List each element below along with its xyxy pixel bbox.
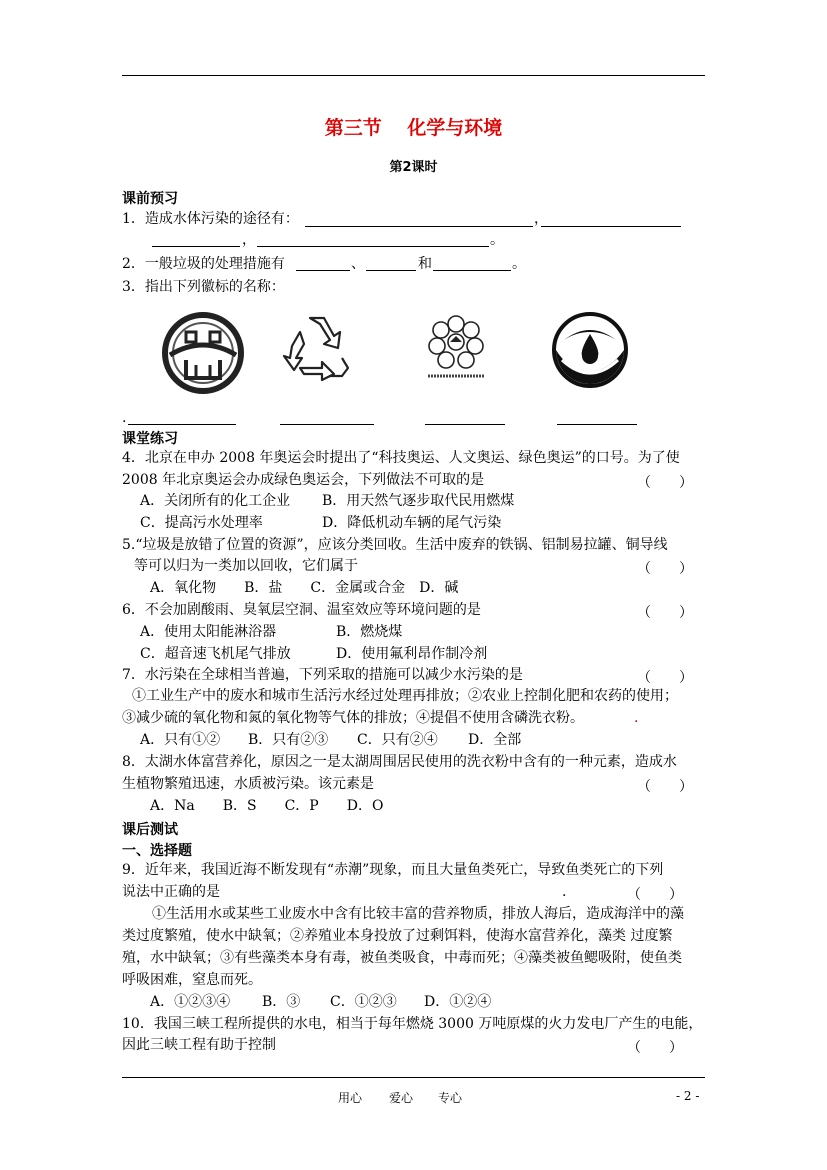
- logo-blank-2[interactable]: [280, 424, 374, 425]
- q9-option-a: A．①②③④: [150, 994, 231, 1010]
- q9-option-d: D．①②④: [424, 994, 492, 1010]
- q10-line-1: 10．我国三峡工程所提供的水电，相当于每年燃烧 3000 万吨原煤的火力发电厂产生的电能，: [122, 1016, 703, 1032]
- logo-blank-1[interactable]: [128, 424, 236, 425]
- q4-answer-paren[interactable]: （ ）: [637, 475, 693, 491]
- section-practice: 课堂练习: [122, 431, 178, 447]
- section-multiple-choice: 一、选择题: [122, 843, 192, 859]
- header-rule: [122, 75, 705, 76]
- recycling-icon: [282, 310, 352, 386]
- q9-line-2: 说法中正确的是: [122, 884, 220, 900]
- q7-answer-paren[interactable]: （ ）: [637, 670, 693, 686]
- q1-blank-2[interactable]: [541, 226, 681, 227]
- q9-line-4: 类过度繁殖，使水中缺氧；②养殖业本身投放了过剩饵料，使海水富营养化，藻类 过度繁: [122, 928, 673, 944]
- q7-option-d: D．全部: [468, 732, 522, 748]
- footer-rule: [122, 1077, 705, 1078]
- q5-options: A．氧化物 B．盐 C．金属或合金 D．碱: [150, 580, 459, 596]
- q8-line-2: 生植物繁殖迅速，水质被污染。该元素是: [122, 776, 374, 792]
- q2-blank-1[interactable]: [296, 270, 350, 271]
- q1-blank-4[interactable]: [257, 246, 489, 247]
- q2-sep-1: 、: [351, 256, 365, 272]
- q2-blank-2[interactable]: [366, 270, 416, 271]
- q10-line-2: 因此三峡工程有助于控制: [122, 1037, 276, 1053]
- q9-dot: .: [562, 884, 567, 900]
- q1-blank-1[interactable]: [305, 226, 533, 227]
- q7-line-3: ③减少硫的氧化物和氮的氧化物等气体的排放；④提倡不使用含磷洗衣粉。: [122, 710, 584, 726]
- q6-option-d: D．使用氟利昂作制冷剂: [336, 646, 488, 662]
- q9-option-c: C．①②③: [330, 994, 397, 1010]
- logo-dot: .: [122, 410, 127, 426]
- section-test: 课后测试: [122, 822, 178, 838]
- page-number: - 2 -: [676, 1089, 700, 1103]
- page-title: 第三节 化学与环境: [324, 117, 503, 139]
- q7-line-1: 7．水污染在全球相当普遍，下列采取的措施可以减少水污染的是: [122, 667, 523, 683]
- footer-motto-1: 用心: [338, 1091, 363, 1105]
- q5-answer-paren[interactable]: （ ）: [637, 561, 693, 577]
- footer-motto-3: 专心: [438, 1091, 463, 1105]
- china-environmental-label-icon: [160, 310, 246, 396]
- q9-line-5: 殖，水中缺氧；③有些藻类本身有毒，被鱼类吸食，中毒而死；④藻类被鱼鳃吸附，使鱼类: [122, 950, 682, 966]
- q4-line-2: 2008 年北京奥运会办成绿色奥运会，下列做法不可取的是: [122, 472, 485, 488]
- q6-option-a: A．使用太阳能淋浴器: [140, 624, 277, 640]
- q4-option-d: D．降低机动车辆的尾气污染: [322, 515, 502, 531]
- q8-answer-paren[interactable]: （ ）: [637, 779, 693, 795]
- q1-comma-2: ，: [242, 232, 256, 248]
- q9-option-b: B．③: [262, 994, 301, 1010]
- logo-blank-3[interactable]: [425, 424, 505, 425]
- q7-line-2: ①工业生产中的废水和城市生活污水经过处理再排放；②农业上控制化肥和农药的使用；: [132, 688, 678, 704]
- q4-option-b: B．用天然气逐步取代民用燃煤: [322, 493, 515, 509]
- q9-line-6: 呼吸困难，窒息而死。: [122, 972, 262, 988]
- q3-text: 3．指出下列徽标的名称：: [122, 279, 285, 295]
- q7-option-b: B．只有②③: [248, 732, 329, 748]
- q8-line-1: 8．太湖水体富营养化，原因之一是太湖周围居民使用的洗衣粉中含有的一种元素，造成水: [122, 754, 677, 770]
- q1-end: 。: [490, 232, 504, 248]
- q2-blank-3[interactable]: [433, 270, 511, 271]
- section-preview: 课前预习: [122, 191, 178, 207]
- q6-option-b: B．燃烧煤: [336, 624, 403, 640]
- logo-blank-4[interactable]: [557, 424, 637, 425]
- q1-comma: ，: [534, 211, 548, 227]
- q2-end: 。: [512, 256, 526, 272]
- green-food-emblem-icon: [420, 308, 492, 384]
- water-saving-icon: [550, 310, 630, 390]
- q1-blank-3[interactable]: [152, 246, 240, 247]
- q7-option-a: A．只有①②: [140, 732, 221, 748]
- q9-line-3: ①生活用水或某些工业废水中含有比较丰富的营养物质，排放人海后，造成海洋中的藻: [152, 906, 684, 922]
- q6-option-c: C．超音速飞机尾气排放: [140, 646, 291, 662]
- q7-mark: .: [634, 710, 639, 726]
- q6-line-1: 6．不会加剧酸雨、臭氧层空洞、温室效应等环境问题的是: [122, 602, 481, 618]
- q9-line-1: 9．近年来，我国近海不断发现有“赤潮”现象，而且大量鱼类死亡，导致鱼类死亡的下列: [122, 862, 664, 878]
- q1-text: 1．造成水体污染的途径有：: [122, 211, 299, 227]
- q10-answer-paren[interactable]: （ ）: [627, 1040, 683, 1056]
- lesson-subtitle: 第2课时: [389, 160, 438, 175]
- q4-line-1: 4．北京在申办 2008 年奥运会时提出了“科技奥运、人文奥运、绿色奥运”的口号。为了使: [122, 450, 680, 466]
- q5-line-2: 等可以归为一类加以回收，它们属于: [134, 558, 358, 574]
- q7-option-c: C．只有②④: [357, 732, 438, 748]
- q2-text: 2．一般垃圾的处理措施有: [122, 256, 285, 272]
- q4-option-c: C．提高污水处理率: [140, 515, 263, 531]
- q4-option-a: A．关闭所有的化工企业: [140, 493, 291, 509]
- q2-sep-2: 和: [418, 256, 432, 272]
- q5-line-1: 5.“垃圾是放错了位置的资源”，应该分类回收。生活中废弃的铁锅、铝制易拉罐、铜导线: [122, 537, 668, 553]
- footer-motto-2: 爱心: [389, 1091, 414, 1105]
- q9-answer-paren[interactable]: （ ）: [627, 887, 683, 903]
- q6-answer-paren[interactable]: （ ）: [637, 605, 693, 621]
- q8-options: A．Na B．S C．P D．O: [150, 798, 384, 814]
